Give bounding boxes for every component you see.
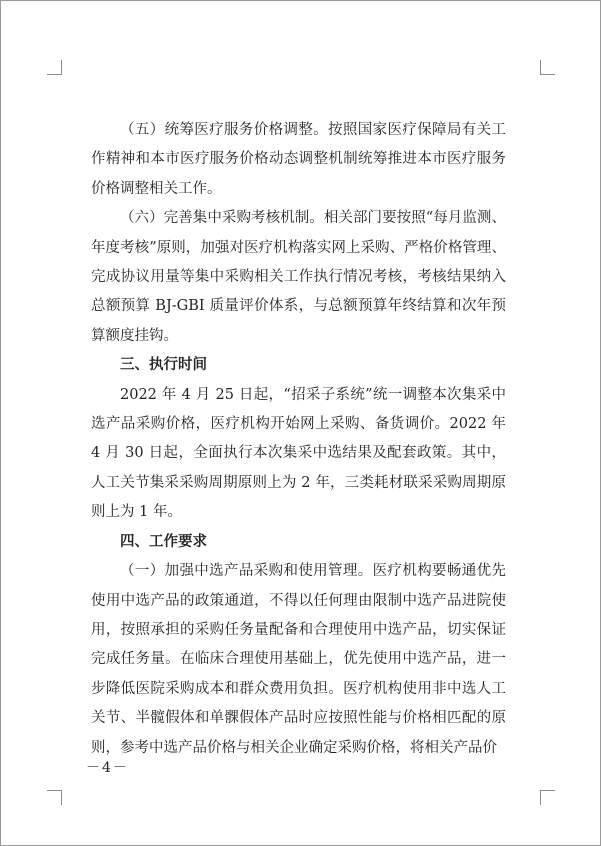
crop-mark-bottom-left: [47, 790, 62, 805]
crop-mark-bottom-right: [540, 790, 555, 805]
paragraph-procurement-management: （一）加强中选产品采购和使用管理。医疗机构要畅通优先使用中选产品的政策通道，不得以任何理由限制中选产品进院使用，按照承担的采购任务量配备和合理使用中选产品，切实保证完成任务量。在临床合理使用基础上，优先使用中选产品，进一步降低医院采购成本和群众费用负担。医疗机构使用非中选人工关节、半髋假体和单髁假体产品时应按照性能与价格相匹配的原则，参考中选产品价格与相关企业确定采购价格，将相关产品价: [91, 563, 506, 756]
page-number: －4－: [86, 760, 129, 776]
heading-work-requirements: 四、工作要求: [120, 533, 207, 550]
paragraph-execution-time: 2022 年 4 月 25 日起，“招采子系统”统一调整本次集采中选产品采购价格，医疗机构开始网上采购、备货调价。2022 年 4 月 30 日起，全面执行本次集采中选结果及配套政策。其中，人工关节集采采购周期原则上为 2 年，三类耗材联采采购周期原则上为 1 年。: [91, 386, 506, 521]
crop-mark-top-right: [540, 60, 555, 75]
paragraph-assessment-mechanism: （六）完善集中采购考核机制。相关部门要按照“每月监测、年度考核”原则，加强对医疗机构落实网上采购、严格价格管理、完成协议用量等集中采购相关工作执行情况考核，考核结果纳入总额预算 BJ-GBI 质量评价体系，与总额预算年终结算和次年预算额度挂钩。: [91, 210, 506, 344]
heading-execution-time: 三、执行时间: [120, 357, 207, 374]
crop-mark-top-left: [47, 60, 62, 75]
paragraph-price-adjustment: （五）统筹医疗服务价格调整。按照国家医疗保障局有关工作精神和本市医疗服务价格动态调整机制统筹推进本市医疗服务价格调整相关工作。: [91, 122, 506, 197]
document-body: [91, 116, 506, 763]
